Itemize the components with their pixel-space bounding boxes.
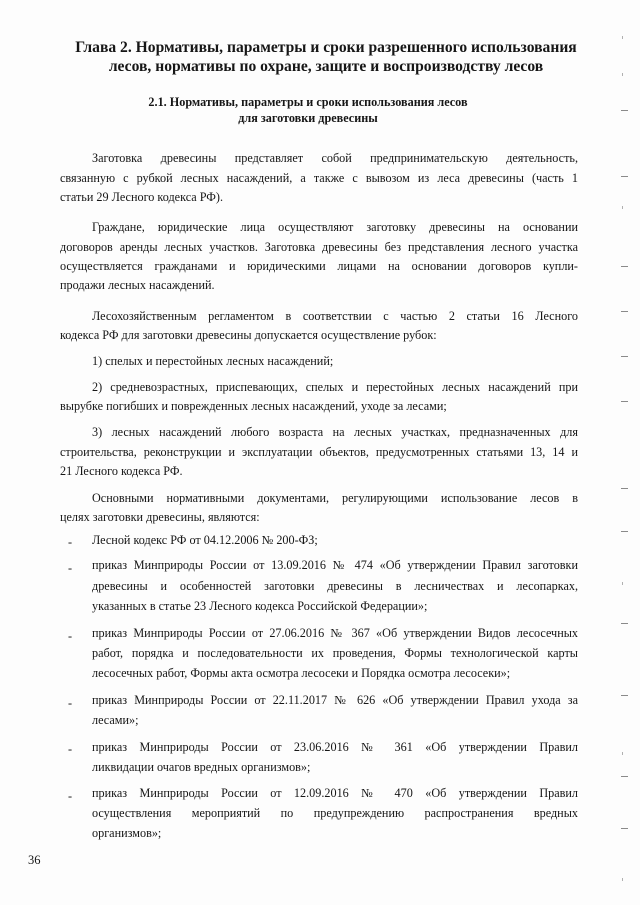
numbered-item-3-cont: строительства, реконструкции и эксплуатации объектов, предусмотренных статьями 13, 14 и (60, 445, 578, 459)
list-item-cont: лесосечных работ, Формы акта осмотра лесосеки и Порядка осмотра лесосеки»; (92, 666, 511, 680)
paragraph-line: статьи 29 Лесного кодекса РФ). (60, 190, 224, 204)
list-item: приказ Минприроды России от 12.09.2016 № 470 «Об утверждении Правил (92, 786, 578, 800)
scan-margin-mark (621, 401, 628, 402)
scan-margin-speck (622, 206, 623, 209)
list-item-cont: древесины и особенностей заготовки древесины в лесничествах и лесопарках, (92, 579, 578, 593)
paragraph-line: Лесохозяйственным регламентом в соответствии с частью 2 статьи 16 Лесного (92, 309, 578, 323)
numbered-item-2: 2) средневозрастных, приспевающих, спелых и перестойных лесных насаждений при (92, 380, 578, 394)
chapter-title-line-2: лесов, нормативы по охране, защите и воспроизводству лесов (108, 58, 544, 75)
list-item: приказ Минприроды России от 27.06.2016 № 367 «Об утверждении Видов лесосечных (92, 626, 578, 640)
list-item: приказ Минприроды России от 22.11.2017 № 626 «Об утверждении Правил ухода за (92, 693, 578, 707)
paragraph-line: осуществляется гражданами и юридическими лицами на основании договоров купли- (60, 259, 578, 273)
paragraph-line: целях заготовки древесины, являются: (60, 510, 260, 524)
scan-margin-mark (621, 311, 628, 312)
scan-margin-mark (621, 828, 628, 829)
section-title-line-2: для заготовки древесины (238, 111, 378, 125)
scan-margin-mark (621, 623, 628, 624)
list-item-cont: работ, порядка и последовательности их проведения, Формы технологической карты (92, 646, 578, 660)
scan-margin-mark (621, 488, 628, 489)
list-item-cont: осуществления мероприятий по предупреждению распространения вредных (92, 806, 578, 820)
scan-margin-speck (622, 582, 623, 585)
list-item-cont: указанных в статье 23 Лесного кодекса Российской Федерации»; (92, 599, 428, 613)
list-item: приказ Минприроды России от 13.09.2016 № 474 «Об утверждении Правил заготовки (92, 558, 578, 572)
list-item: Лесной кодекс РФ от 04.12.2006 № 200-ФЗ; (92, 533, 318, 547)
list-bullet: - (68, 742, 73, 756)
scan-margin-mark (621, 695, 628, 696)
page-number: 36 (28, 853, 41, 867)
paragraph-line: продажи лесных насаждений. (60, 278, 215, 292)
paragraph-line: кодекса РФ для заготовки древесины допускается осуществление рубок: (60, 328, 437, 342)
scan-margin-mark (621, 266, 628, 267)
section-title (98, 94, 518, 126)
chapter-title (46, 38, 606, 76)
section-title-line-1: 2.1. Нормативы, параметры и сроки использования лесов (148, 95, 468, 109)
paragraph-line: Заготовка древесины представляет собой предпринимательскую деятельность, (92, 151, 578, 165)
list-item-cont: лесами»; (92, 713, 139, 727)
list-bullet: - (68, 789, 73, 803)
paragraph-line: договоров аренды лесных участков. Заготовка древесины без представления лесного участка (60, 240, 578, 254)
paragraph-line: Граждане, юридические лица осуществляют заготовку древесины на основании (92, 220, 578, 234)
scan-margin-mark (621, 776, 628, 777)
scan-margin-speck (622, 752, 623, 755)
scan-margin-mark (621, 176, 628, 177)
paragraph-line: связанную с рубкой лесных насаждений, а также с вывозом из леса древесины (часть 1 (60, 171, 578, 185)
scan-margin-mark (621, 110, 628, 111)
scan-margin-mark (621, 531, 628, 532)
scan-margin-speck (622, 878, 623, 881)
list-bullet: - (68, 561, 73, 575)
numbered-item-3-cont: 21 Лесного кодекса РФ. (60, 464, 183, 478)
chapter-title-line-1: Глава 2. Нормативы, параметры и сроки разрешенного использования (75, 39, 577, 56)
list-bullet: - (68, 696, 73, 710)
list-bullet: - (68, 629, 73, 643)
list-bullet: - (68, 535, 73, 549)
paragraph-line: Основными нормативными документами, регулирующими использование лесов в (92, 491, 578, 505)
scan-margin-mark (621, 356, 628, 357)
scan-margin-speck (622, 73, 623, 76)
numbered-item-1: 1) спелых и перестойных лесных насаждений; (92, 354, 334, 368)
numbered-item-3: 3) лесных насаждений любого возраста на лесных участках, предназначенных для (92, 425, 578, 439)
list-item-cont: ликвидации очагов вредных организмов»; (92, 760, 311, 774)
list-item: приказ Минприроды России от 23.06.2016 № 361 «Об утверждении Правил (92, 740, 578, 754)
list-item-cont: организмов»; (92, 826, 162, 840)
numbered-item-2-cont: вырубке погибших и поврежденных лесных насаждений, уходе за лесами; (60, 399, 447, 413)
scan-margin-speck (622, 36, 623, 39)
